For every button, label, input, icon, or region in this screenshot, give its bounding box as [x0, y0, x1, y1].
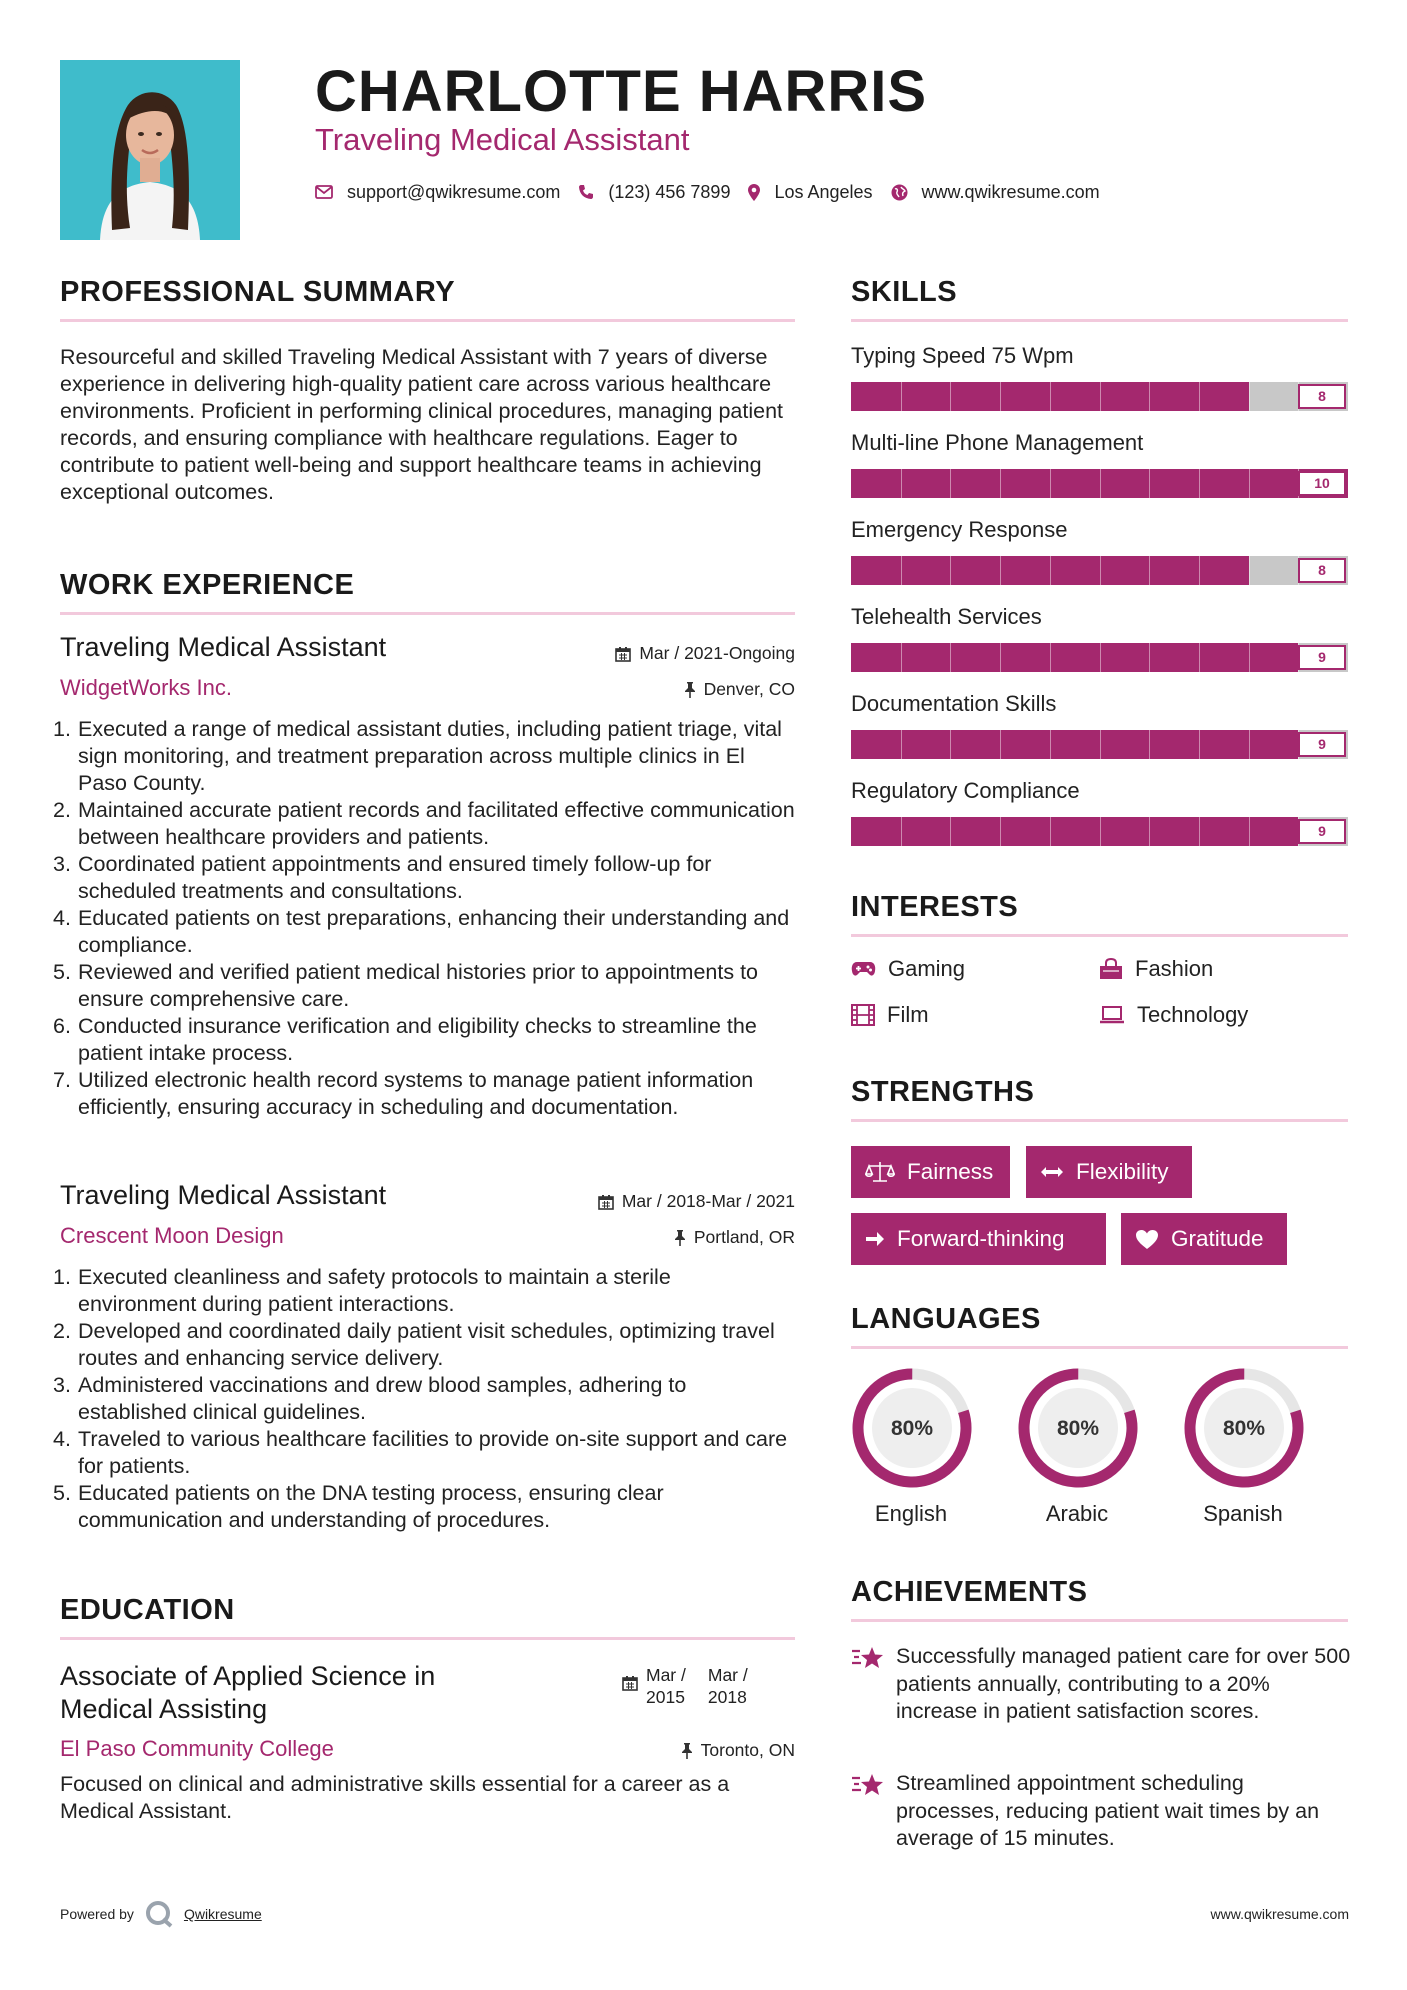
skill-score: 9 [1298, 732, 1346, 757]
skill-bar-segment [1100, 817, 1101, 846]
skill-bar-segment [1249, 730, 1250, 759]
interest-label: Gaming [888, 956, 966, 981]
summary-divider [60, 319, 795, 322]
language-percent: 80% [1222, 1417, 1266, 1440]
education-divider [60, 1637, 795, 1640]
skill-label: Emergency Response [851, 517, 1068, 542]
skill-bar-segment [901, 643, 902, 672]
strengths-heading: STRENGTHS [851, 1076, 1035, 1108]
arrows-horizontal-icon [1040, 1165, 1064, 1179]
skill-bar [851, 382, 1348, 411]
skill-bar-segment [950, 469, 951, 498]
skill-bar-fill [851, 817, 1298, 846]
skill-bar-segment [1000, 382, 1001, 411]
language-label: English [874, 1501, 948, 1526]
laptop-icon [1099, 1006, 1125, 1024]
education-start-month: Mar / [646, 1665, 686, 1685]
interest-label: Technology [1137, 1002, 1249, 1027]
interest-label: Fashion [1135, 956, 1214, 981]
list-item: Reviewed and verified patient medical histories prior to appointments to ensure comprehensive care. [78, 960, 759, 1011]
footer-website[interactable]: www.qwikresume.com [1210, 1906, 1349, 1922]
arrow-right-icon [865, 1230, 885, 1248]
skill-bar-segment [1000, 817, 1001, 846]
company-name: Crescent Moon Design [60, 1223, 284, 1248]
strength-label: Fairness [907, 1159, 994, 1184]
education-start [646, 1664, 686, 1708]
skill-bar-segment [1050, 382, 1051, 411]
interests-heading: INTERESTS [851, 891, 1019, 923]
powered-by-text: Powered by [60, 1906, 134, 1922]
candidate-name: CHARLOTTE HARRIS [315, 59, 928, 124]
summary-text: Resourceful and skilled Traveling Medical Assistant with 7 years of diverse experience in delivering high-quality patient care across various healthcare environments. Proficient in performing clinical procedures, managing patient records, and ensuring compliance with healthcare regulations. Eager to contribute to patient well-being and support healthcare teams in achieving exceptional outcomes. [60, 345, 784, 504]
contact-row [315, 180, 1118, 204]
pushpin-icon [684, 682, 696, 698]
gamepad-icon [851, 961, 876, 977]
heart-icon [1135, 1229, 1159, 1250]
job-dates-text: Mar / 2021-Ongoing [639, 643, 795, 663]
portrait-avatar [60, 60, 240, 240]
summary-heading: PROFESSIONAL SUMMARY [60, 276, 456, 308]
skill-bar [851, 730, 1348, 759]
skill-bar-fill [851, 730, 1298, 759]
envelope-icon [315, 185, 333, 199]
skill-bar-segment [950, 643, 951, 672]
education-end-year: 2018 [707, 1687, 747, 1707]
skill-bar-segment [1199, 643, 1200, 672]
list-item: Executed a range of medical assistant duties, including patient triage, vital sign monitoring, and treatment preparation across multiple clinics in El Paso County. [78, 717, 782, 795]
list-item: Maintained accurate patient records and facilitated effective communication between healthcare providers and patients. [78, 798, 795, 849]
skill-bar-segment [1149, 730, 1150, 759]
skill-bar-segment [950, 730, 951, 759]
job-duties-list [60, 716, 795, 1121]
skill-bar-segment [1199, 469, 1200, 498]
phone-icon [578, 184, 594, 200]
skill-bar [851, 643, 1348, 672]
interest-item [851, 956, 965, 982]
skill-label: Documentation Skills [851, 691, 1057, 716]
skill-bar-segment [1100, 643, 1101, 672]
strengths-divider [851, 1119, 1348, 1122]
skill-bar-segment [1050, 730, 1051, 759]
interest-label: Film [887, 1002, 929, 1027]
calendar-icon [615, 646, 631, 662]
strength-tag [1026, 1146, 1192, 1198]
language-gauge [1181, 1365, 1307, 1491]
languages-heading: LANGUAGES [851, 1303, 1041, 1335]
list-item: Administered vaccinations and drew blood samples, adhering to established clinical guidelines. [78, 1373, 687, 1424]
skill-bar-segment [1199, 730, 1200, 759]
achievement-item [851, 1770, 1351, 1853]
profile-photo [60, 60, 240, 240]
list-item: Executed cleanliness and safety protocols to maintain a sterile environment during patient interactions. [78, 1265, 671, 1316]
job-location-text: Portland, OR [693, 1227, 795, 1247]
skill-bar-segment [950, 817, 951, 846]
pushpin-icon [674, 1230, 686, 1246]
language-gauge [849, 1365, 975, 1491]
skill-bar-segment [901, 382, 902, 411]
skill-bar-segment [1249, 817, 1250, 846]
school-name: El Paso Community College [60, 1736, 334, 1761]
contact-phone[interactable]: (123) 456 7899 [608, 181, 731, 202]
achievement-text: Successfully managed patient care for over 500 patients annually, contributing to a 20% increase in patient satisfaction scores. [896, 1644, 1351, 1723]
skill-bar-segment [1199, 556, 1200, 585]
skill-bar-segment [1249, 643, 1250, 672]
skill-bar-segment [950, 382, 951, 411]
skill-bar-segment [1149, 817, 1150, 846]
education-start-year: 2015 [646, 1687, 685, 1707]
bag-icon [1099, 958, 1123, 980]
skill-bar-segment [1149, 382, 1150, 411]
skill-bar-segment [901, 556, 902, 585]
skill-score: 9 [1298, 645, 1346, 670]
skill-bar-segment [1249, 556, 1250, 585]
skill-bar-segment [1050, 469, 1051, 498]
skill-bar [851, 469, 1348, 498]
list-item: Conducted insurance verification and eligibility checks to streamline the patient intake process. [78, 1014, 757, 1065]
degree-line-1: Associate of Applied Science in [60, 1661, 436, 1691]
job-dates [598, 1191, 795, 1212]
skill-bar-segment [1050, 817, 1051, 846]
language-percent: 80% [890, 1417, 934, 1440]
language-label: Arabic [1045, 1501, 1109, 1526]
achievement-text: Streamlined appointment scheduling processes, reducing patient wait times by an average of 15 minutes. [896, 1771, 1320, 1850]
strength-tag [851, 1146, 1010, 1198]
skill-bar-segment [1000, 643, 1001, 672]
map-pin-icon [748, 184, 760, 201]
education-dates [622, 1664, 748, 1708]
interest-item [1099, 956, 1213, 982]
language-gauge [1015, 1365, 1141, 1491]
language-label: Spanish [1203, 1501, 1283, 1526]
skill-bar-segment [1149, 556, 1150, 585]
skill-bar-segment [901, 469, 902, 498]
skill-bar-segment [1149, 469, 1150, 498]
skill-bar-segment [1100, 556, 1101, 585]
skill-bar-segment [901, 817, 902, 846]
company-name: WidgetWorks Inc. [60, 675, 232, 700]
skill-bar-segment [1000, 730, 1001, 759]
skill-bar-segment [1000, 469, 1001, 498]
skill-bar-segment [1249, 382, 1250, 411]
skill-label: Telehealth Services [851, 604, 1042, 629]
skill-bar [851, 817, 1348, 846]
skill-label: Regulatory Compliance [851, 778, 1080, 803]
skill-bar-segment [1199, 817, 1200, 846]
skills-divider [851, 319, 1348, 322]
star-streak-icon [851, 1772, 885, 1798]
achievements-heading: ACHIEVEMENTS [851, 1576, 1088, 1608]
strength-label: Forward-thinking [897, 1226, 1065, 1251]
strength-label: Flexibility [1076, 1159, 1169, 1184]
skill-bar-segment [1100, 382, 1101, 411]
skill-label: Typing Speed 75 Wpm [851, 343, 1074, 368]
skill-label: Multi-line Phone Management [851, 430, 1144, 455]
job-location [684, 679, 795, 700]
contact-website[interactable]: www.qwikresume.com [921, 181, 1100, 202]
skill-bar-fill [851, 643, 1298, 672]
languages-divider [851, 1346, 1348, 1349]
interest-item [1099, 1002, 1248, 1028]
skill-score: 8 [1298, 384, 1346, 409]
skill-bar-segment [1100, 469, 1101, 498]
strength-tag [851, 1213, 1106, 1265]
education-end [708, 1664, 748, 1708]
list-item: Traveled to various healthcare facilities to provide on-site support and care for patients. [78, 1427, 788, 1478]
job-location-text: Denver, CO [703, 679, 795, 699]
experience-heading: WORK EXPERIENCE [60, 569, 355, 601]
strength-tag [1121, 1213, 1287, 1265]
skill-bar-segment [1050, 556, 1051, 585]
education-heading: EDUCATION [60, 1594, 235, 1626]
skill-bar [851, 556, 1348, 585]
job-dates-text: Mar / 2018-Mar / 2021 [621, 1191, 795, 1211]
skill-bar-segment [1249, 469, 1250, 498]
skill-bar-segment [1050, 643, 1051, 672]
calendar-icon [622, 1675, 638, 1691]
skill-score: 10 [1298, 471, 1346, 496]
contact-location: Los Angeles [774, 181, 873, 202]
job-dates [615, 643, 795, 664]
experience-divider [60, 612, 795, 615]
skill-bar-segment [1000, 556, 1001, 585]
film-icon [851, 1004, 875, 1026]
skill-bar-segment [950, 556, 951, 585]
education-location-text: Toronto, ON [700, 1740, 795, 1760]
list-item: Educated patients on the DNA testing process, ensuring clear communication and understanding of procedures. [78, 1481, 664, 1532]
scale-icon [865, 1161, 895, 1183]
candidate-title: Traveling Medical Assistant [315, 122, 690, 157]
job-title: Traveling Medical Assistant [60, 632, 387, 662]
education-location [681, 1740, 795, 1761]
star-streak-icon [851, 1645, 885, 1671]
achievements-divider [851, 1619, 1348, 1622]
globe-icon [891, 184, 908, 201]
calendar-icon [598, 1194, 614, 1210]
job-duties-list [60, 1264, 795, 1534]
degree-title [60, 1660, 435, 1726]
language-percent: 80% [1056, 1417, 1100, 1440]
qwikresume-logo-icon [144, 1900, 174, 1928]
skill-bar-segment [1199, 382, 1200, 411]
skill-bar-segment [1149, 643, 1150, 672]
skills-heading: SKILLS [851, 276, 958, 308]
list-item: Coordinated patient appointments and ensured timely follow-up for scheduled treatments and consultations. [78, 852, 712, 903]
skill-score: 8 [1298, 558, 1346, 583]
contact-email[interactable]: support@qwikresume.com [347, 181, 561, 202]
list-item: Utilized electronic health record systems to manage patient information efficiently, ensuring accuracy in scheduling and documentation. [78, 1068, 754, 1119]
brand-link[interactable]: Qwikresume [183, 1906, 262, 1922]
skill-bar-segment [1100, 730, 1101, 759]
skill-score: 9 [1298, 819, 1346, 844]
pushpin-icon [681, 1743, 693, 1759]
degree-line-2: Medical Assisting [60, 1694, 268, 1724]
strength-label: Gratitude [1171, 1226, 1264, 1251]
education-end-month: Mar / [707, 1665, 748, 1685]
footer-powered-by [60, 1900, 262, 1928]
interest-item [851, 1002, 929, 1028]
job-location [674, 1227, 795, 1248]
list-item: Developed and coordinated daily patient visit schedules, optimizing travel routes and enhancing service delivery. [78, 1319, 775, 1370]
education-description: Focused on clinical and administrative skills essential for a career as a Medical Assistant. [60, 1772, 730, 1823]
list-item: Educated patients on test preparations, enhancing their understanding and compliance. [78, 906, 790, 957]
interests-divider [851, 934, 1348, 937]
job-title: Traveling Medical Assistant [60, 1180, 387, 1210]
skill-bar-segment [901, 730, 902, 759]
achievement-item [851, 1643, 1351, 1726]
